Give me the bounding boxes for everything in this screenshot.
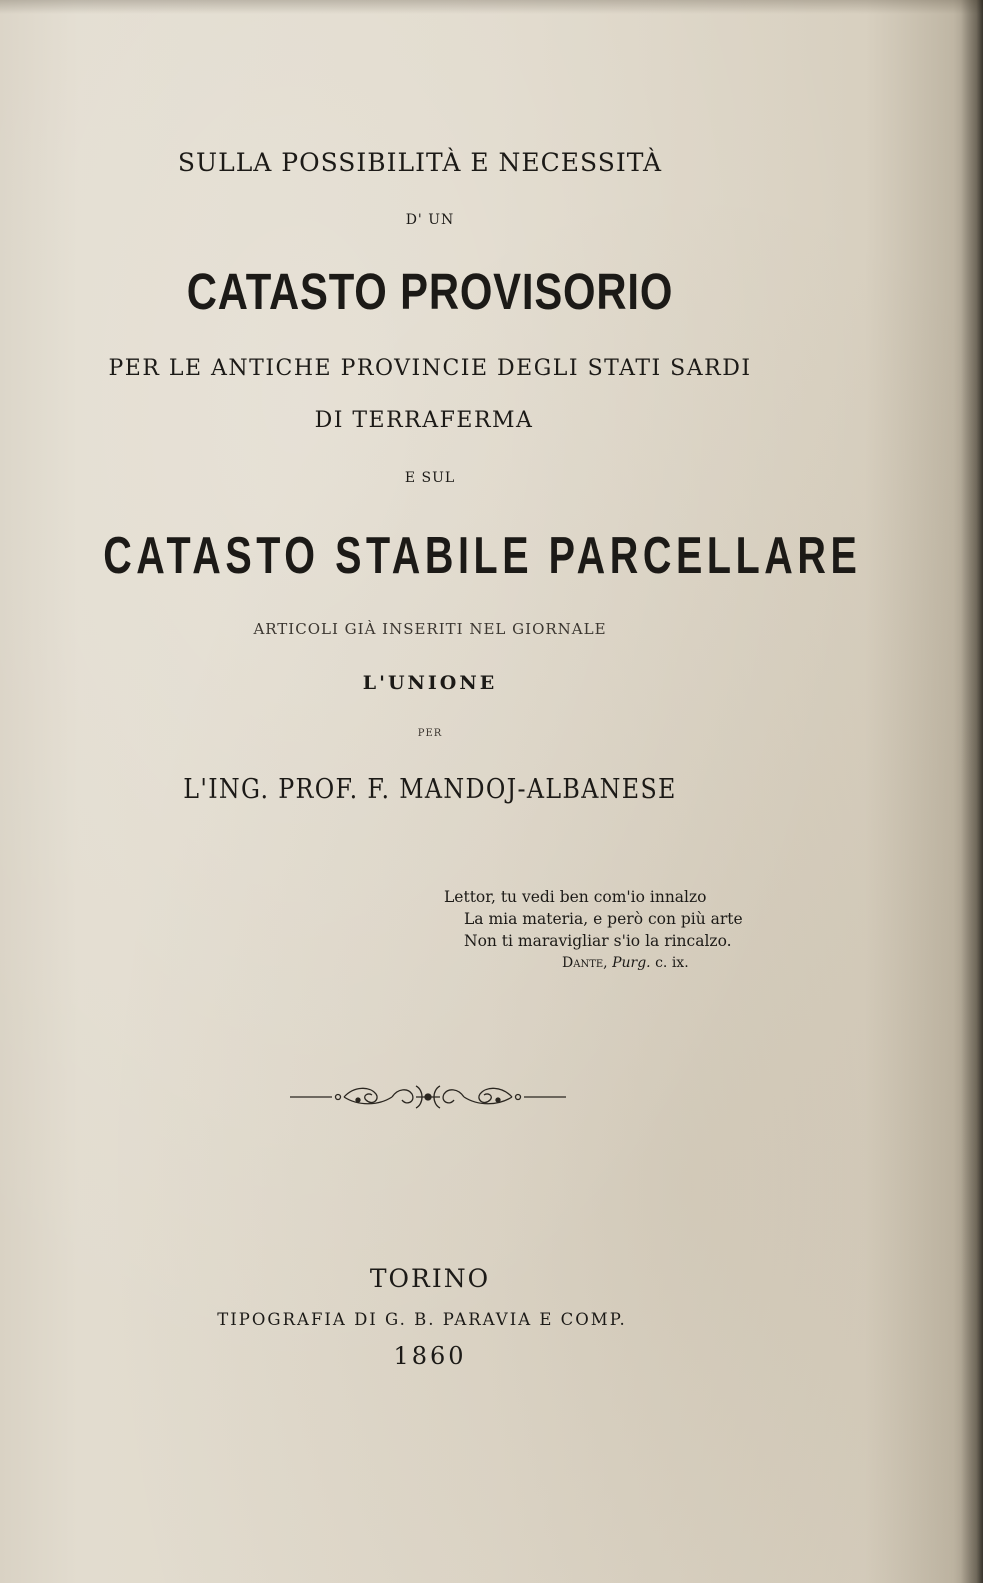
epigraph-citation	[444, 952, 743, 974]
title-line-1: SULLA POSSIBILITÀ E NECESSITÀ	[177, 148, 663, 177]
subtitle-articoli: ARTICOLI GIÀ INSERITI NEL GIORNALE	[253, 620, 607, 638]
epigraph	[444, 886, 743, 974]
by-line: PER	[417, 728, 443, 739]
title-line-6: E SUL	[404, 470, 456, 486]
page-top-shadow	[0, 0, 983, 14]
imprint-city: TORINO	[369, 1264, 491, 1293]
epigraph-verse-2: La mia materia, e però con più arte	[464, 910, 743, 928]
citation-reference: c. ix.	[655, 955, 689, 971]
imprint-year: 1860	[393, 1342, 467, 1370]
page-edge-shadow	[961, 0, 983, 1583]
fleuron-divider-icon	[288, 1080, 568, 1114]
epigraph-verse-1: Lettor, tu vedi ben com'io innalzo	[444, 888, 707, 906]
title-line-2: D' UN	[405, 212, 455, 228]
main-title-catasto-stabile: CATASTO STABILE PARCELLARE	[103, 527, 862, 585]
epigraph-verse-3: Non ti maravigliar s'io la rincalzo.	[464, 932, 732, 950]
title-line-5: DI TERRAFERMA	[314, 408, 534, 433]
citation-author: Dante,	[562, 955, 608, 971]
newspaper-name: L'UNIONE	[362, 672, 498, 694]
main-title-catasto-provisorio: CATASTO PROVISORIO	[186, 263, 674, 320]
title-line-4: PER LE ANTICHE PROVINCIE DEGLI STATI SARDI	[108, 356, 752, 381]
author-name: L'ING. PROF. F. MANDOJ-ALBANESE	[183, 774, 677, 805]
imprint-printer: TIPOGRAFIA DI G. B. PARAVIA E COMP.	[217, 1310, 627, 1329]
citation-work: Purg.	[612, 955, 651, 971]
